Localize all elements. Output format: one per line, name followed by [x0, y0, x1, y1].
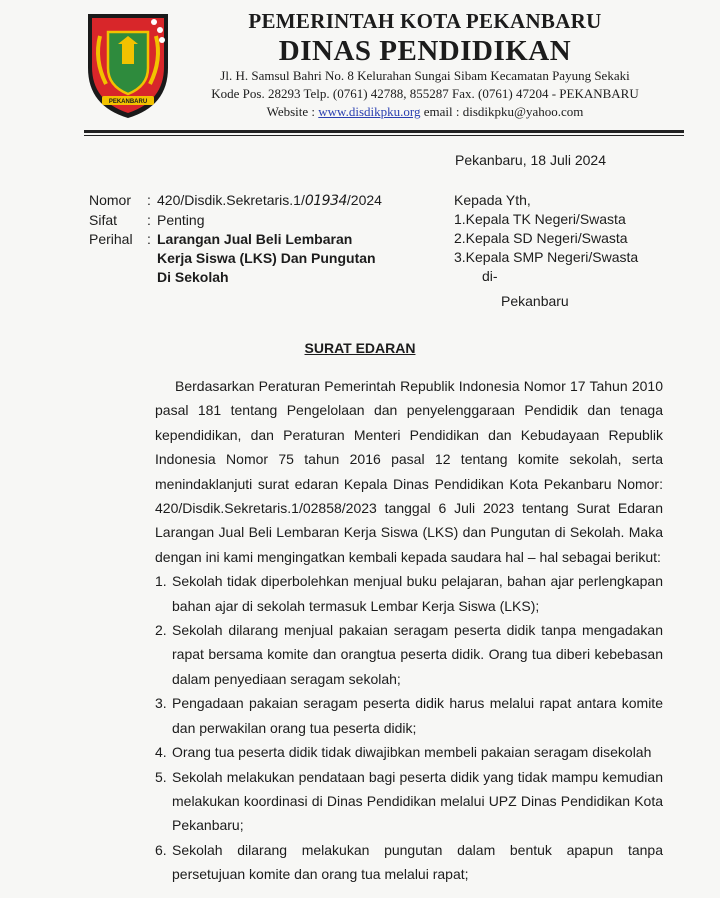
- nomor-suffix: /2024: [346, 192, 382, 208]
- nomor-row: [89, 191, 392, 211]
- item-text: Orang tua peserta didik tidak diwajibkan membeli pakaian seragam disekolah: [172, 744, 652, 761]
- item-text: Sekolah dilarang melakukan pungutan dalam bentuk apapun tanpa persetujuan komite dan orang tua melalui rapat;: [172, 841, 663, 883]
- item-text: Sekolah dilarang menjual pakaian seragam peserta didik tanpa mengadakan rapat bersama komite dan orangtua peserta didik. Orang tua diberi kebebasan dalam penyediaan seragam sekolah;: [172, 622, 663, 687]
- item-text: Sekolah melakukan pendataan bagi peserta didik yang tidak mampu kemudian melakukan koordinasi di Dinas Pendidikan melalui UPZ Dinas Pendidikan Kota Pekanbaru;: [172, 768, 663, 834]
- government-name: PEMERINTAH KOTA PEKANBARU: [248, 9, 602, 33]
- item-number: 6.: [155, 841, 167, 858]
- colon: :: [147, 192, 151, 208]
- recipient-item: 2.Kepala SD Negeri/Swasta: [454, 230, 628, 246]
- sifat-value: Penting: [157, 212, 205, 228]
- recipient-item: 3.Kepala SMP Negeri/Swasta: [454, 249, 639, 265]
- item-text: Pengadaan pakaian seragam peserta didik harus melalui rapat antara komite dan perwakilan orang tua peserta didik;: [172, 695, 663, 736]
- agency-address: Jl. H. Samsul Bahri No. 8 Kelurahan Sungai Sibam Kecamatan Payung Sekaki: [220, 68, 630, 83]
- item-number: 5.: [155, 768, 167, 785]
- item-number: 2.: [155, 622, 167, 639]
- letterhead: [185, 8, 665, 121]
- sifat-label: Sifat: [89, 212, 118, 228]
- list-item: [155, 618, 663, 691]
- intro-paragraph: Berdasarkan Peraturan Pemerintah Republik Indonesia Nomor 17 Tahun 2010 pasal 181 tentang Pengelolaan dan penyelenggaraan Pendidik dan tenaga kependidikan, dan Peraturan Menteri Pendidikan dan Kebudayaan Republik Indonesia Nomor 75 tahun 2016 pasal 12 tentang komite sekolah, serta menindaklanjuti surat edaran Kepala Dinas Pendidikan Kota Pekanbaru Nomor: 420/Disdik.Sekretaris.1/02858/2023 tanggal 6 Juli 2023 tentang Surat Edaran Larangan Jual Beli Lembaran Kerja Siswa (LKS) dan Pungutan di Sekolah. Maka dengan ini kami mengingatkan kembali kepada saudara hal – hal sebagai berikut:: [155, 378, 663, 565]
- colon: :: [147, 212, 151, 228]
- website-label: Website :: [266, 104, 319, 119]
- nomor-label: Nomor: [89, 192, 132, 208]
- list-item: [155, 765, 663, 838]
- recipient-greeting: Kepada Yth,: [454, 192, 531, 208]
- recipient-item: 1.Kepala TK Negeri/Swasta: [454, 211, 626, 227]
- item-number: 4.: [155, 744, 167, 761]
- list-item: [155, 569, 663, 618]
- perihal-label: Perihal: [89, 231, 133, 247]
- perihal-line: Larangan Jual Beli Lembaran: [157, 231, 353, 247]
- recipient-di: di-: [482, 268, 498, 284]
- item-number: 3.: [155, 695, 167, 712]
- item-number: 1.: [155, 573, 167, 590]
- nomor-value: [157, 191, 392, 211]
- nomor-prefix: 420/Disdik.Sekretaris.1/: [157, 192, 305, 208]
- agency-web-email: [185, 103, 665, 121]
- letter-date: Pekanbaru, 18 Juli 2024: [455, 152, 606, 168]
- perihal-line: Kerja Siswa (LKS) Dan Pungutan: [157, 250, 376, 266]
- agency-name: DINAS PENDIDIKAN: [278, 35, 572, 67]
- points-list: [155, 569, 663, 886]
- list-item: [155, 838, 663, 887]
- recipient-block: [454, 191, 638, 311]
- agency-contact: Kode Pos. 28293 Telp. (0761) 42788, 855287 Fax. (0761) 47204 - PEKANBARU: [211, 86, 639, 101]
- letterhead-rule-thick: [84, 130, 684, 133]
- perihal-line: Di Sekolah: [157, 269, 229, 285]
- letter-meta: [89, 191, 392, 287]
- website-link[interactable]: www.disdikpku.org: [318, 104, 421, 119]
- document-title: SURAT EDARAN: [304, 340, 416, 356]
- letter-body: [155, 374, 663, 887]
- perihal-value: [157, 230, 392, 287]
- sifat-row: [89, 211, 392, 230]
- emblem-ribbon-text: PEKANBARU: [108, 99, 148, 105]
- perihal-row: [89, 230, 392, 287]
- letterhead-rule-thin: [84, 135, 684, 136]
- list-item: [155, 691, 663, 740]
- email-text: email : disdikpku@yahoo.com: [420, 104, 584, 119]
- list-item: [155, 740, 663, 764]
- pekanbaru-city-emblem: [84, 10, 172, 120]
- recipient-city: Pekanbaru: [501, 293, 569, 309]
- item-text: Sekolah tidak diperbolehkan menjual buku pelajaran, bahan ajar perlengkapan bahan ajar di sekolah termasuk Lembar Kerja Siswa (LKS);: [172, 573, 663, 614]
- handwritten-number: 01934: [304, 193, 347, 209]
- colon: :: [147, 231, 151, 247]
